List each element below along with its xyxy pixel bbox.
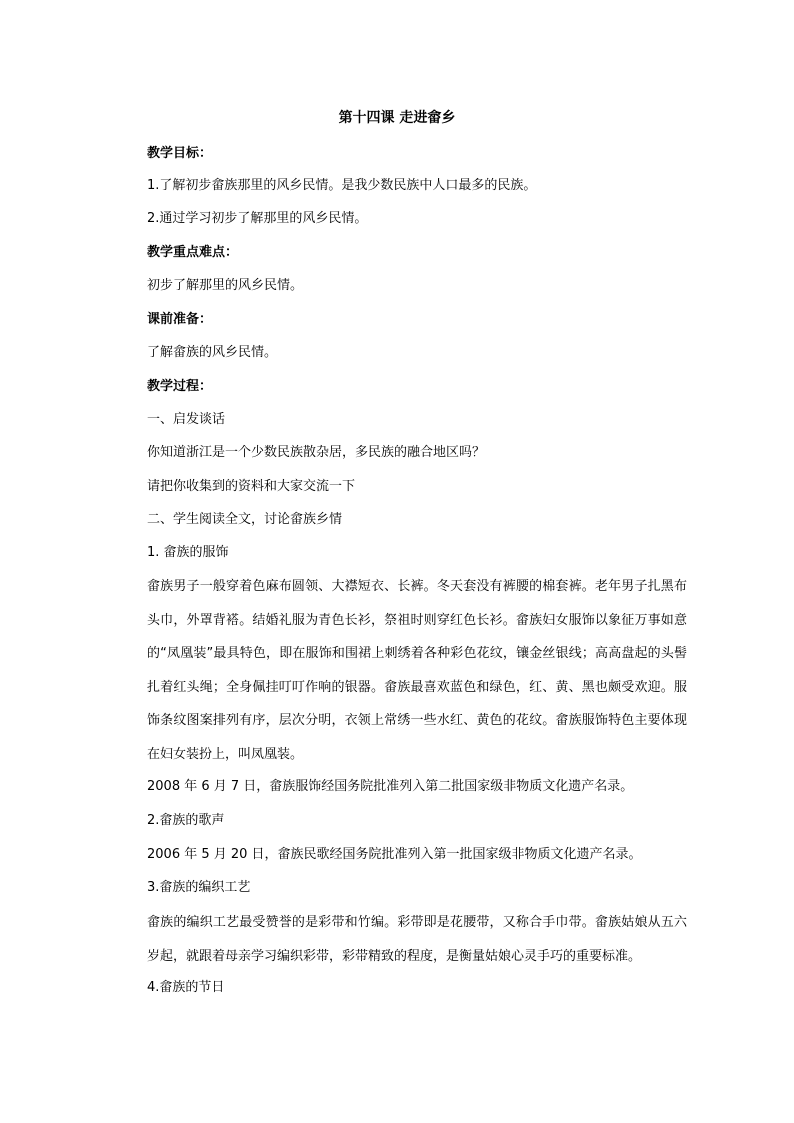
- objective-2: 2.通过学习初步了解那里的风乡民情。: [147, 211, 368, 226]
- objectives-heading: 教学目标：: [147, 146, 213, 161]
- page-title: 第十四课 走进畲乡: [338, 110, 456, 126]
- process-heading: 教学过程：: [147, 379, 213, 394]
- weaving-heading: 3.畲族的编织工艺: [147, 880, 251, 895]
- songs-note: 2006 年 5 月 20 日，畲族民歌经国务院批准列入第一批国家级非物质文化遗产名录。: [147, 847, 642, 862]
- step-1-heading: 一、启发谈话: [147, 412, 226, 427]
- objective-1: 1.了解初步畲族那里的风乡民情。是我少数民族中人口最多的民族。: [147, 178, 537, 193]
- step-1-ask: 请把你收集到的资料和大家交流一下: [147, 479, 356, 494]
- key-points-heading: 教学重点难点：: [147, 245, 239, 260]
- songs-heading: 2.畲族的歌声: [147, 813, 225, 828]
- clothing-note: 2008 年 6 月 7 日，畲族服饰经国务院批准列入第二批国家级非物质文化遗产名录。: [147, 779, 634, 794]
- step-2-heading: 二、学生阅读全文，讨论畲族乡情: [147, 512, 343, 527]
- step-1-question: 你知道浙江是一个少数民族散杂居，多民族的融合地区吗？: [147, 445, 486, 460]
- preparation-text: 了解畲族的风乡民情。: [147, 345, 278, 360]
- clothing-heading: 1. 畲族的服饰: [147, 545, 229, 560]
- clothing-paragraph: 畲族男子一般穿着色麻布圆领、大襟短衣、长裤。冬天套没有裤腰的棉套裤。老年男子扎黑布头巾，外罩背褡。结婚礼服为青色长衫，祭祖时则穿红色长衫。畲族妇女服饰以象征万事如意的“凤凰装”最具特色，即在服饰和围裙上刺绣着各种彩色花纹，镶金丝银线；高高盘起的头髻扎着红头绳；全身佩挂叮叮作响的银器。畲族最喜欢蓝色和绿色，红、黄、黑也颇受欢迎。服饰条纹图案排列有序，层次分明，衣领上常绣一些水红、黄色的花纹。畲族服饰特色主要体现在妇女装扮上，叫凤凰装。: [147, 579, 687, 762]
- key-points-text: 初步了解那里的风乡民情。: [147, 278, 304, 293]
- weaving-paragraph: 畲族的编织工艺最受赞誉的是彩带和竹编。彩带即是花腰带，又称合手巾带。畲族姑娘从五六岁起，就跟着母亲学习编织彩带，彩带精致的程度，是衡量姑娘心灵手巧的重要标准。: [147, 915, 687, 964]
- festival-heading: 4.畲族的节日: [147, 980, 225, 995]
- preparation-heading: 课前准备：: [147, 312, 213, 327]
